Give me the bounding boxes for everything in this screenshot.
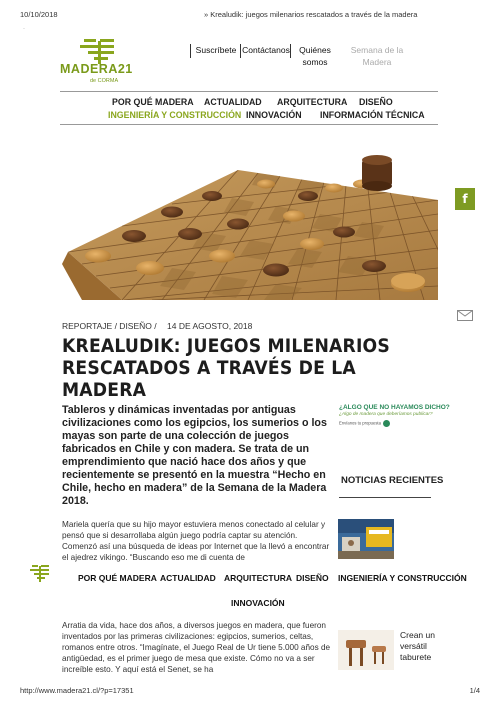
- recent-news-thumbnail[interactable]: [338, 519, 394, 559]
- top-link-divider: [190, 44, 191, 58]
- article-title: KREALUDIK: JUEGOS MILENARIOS RESCATADOS A TRAVÉS DE LA MADERA: [62, 336, 390, 401]
- wooden-board-game-image: [62, 144, 438, 300]
- subscribe-link[interactable]: Suscríbete: [195, 45, 237, 55]
- submit-story-banner[interactable]: [339, 404, 450, 434]
- recent-news-thumbnail[interactable]: [338, 630, 394, 670]
- print-url: http://www.madera21.cl/?p=17351: [20, 686, 134, 695]
- print-header: [20, 10, 480, 22]
- top-link-divider: [290, 44, 291, 58]
- print-mark: ·: [23, 26, 25, 32]
- mail-share-icon[interactable]: [457, 310, 473, 321]
- sticky-nav-design[interactable]: DISEÑO: [296, 573, 329, 583]
- article-hero-image: [62, 144, 438, 300]
- recent-news-title[interactable]: Crean un versátil taburete: [400, 630, 435, 662]
- nav-technical-info[interactable]: INFORMACIÓN TÉCNICA: [320, 110, 425, 120]
- nav-design[interactable]: DISEÑO: [359, 97, 393, 107]
- article-paragraph: Mariela quería que su hijo mayor estuviera menos conectado al celular y pensó que si desarrollaba algún juego podría captar su atención. Comenzó así una búsqueda de ideas por Internet que la llevó a encontrar el ajedrez vikingo. “Buscando eso me di cuenta de: [62, 520, 330, 562]
- article-meta: [62, 321, 252, 331]
- promo-subheading: ¿Algo de madera que deberíamos publicar?: [339, 412, 433, 417]
- sticky-nav-architecture[interactable]: ARQUITECTURA: [224, 573, 292, 583]
- logo-mark-icon[interactable]: [30, 564, 52, 582]
- print-page-title: » Krealudik: juegos milenarios rescatados a través de la madera: [204, 10, 418, 19]
- arrow-circle-icon: [383, 420, 390, 427]
- promo-cta-label: Envíanos tu propuesta: [339, 420, 381, 426]
- contact-link[interactable]: Contáctanos: [242, 45, 290, 55]
- wood-week-link[interactable]: Semana de la Madera: [350, 45, 404, 67]
- article-categories[interactable]: REPORTAJE / DISEÑO /: [62, 321, 157, 331]
- promo-heading: ¿ALGO QUE NO HAYAMOS DICHO?: [339, 404, 450, 411]
- top-link-divider: [240, 44, 241, 58]
- logo-subtitle: de CORMA: [90, 78, 119, 84]
- about-link[interactable]: Quiénes somos: [299, 45, 331, 67]
- recent-news-heading: NOTICIAS RECIENTES: [341, 475, 444, 486]
- nav-architecture[interactable]: ARQUITECTURA: [277, 97, 348, 107]
- sticky-nav-why-wood[interactable]: POR QUÉ MADERA: [78, 573, 157, 583]
- exhibition-photo: [338, 519, 394, 559]
- sticky-navbar: [0, 562, 500, 618]
- nav-news[interactable]: ACTUALIDAD: [204, 97, 262, 107]
- logo-mark-icon: [80, 38, 120, 64]
- nav-divider: [60, 91, 438, 92]
- recent-news-divider: [339, 497, 431, 498]
- site-logo[interactable]: [60, 38, 150, 88]
- article-date: 14 DE AGOSTO, 2018: [167, 321, 253, 331]
- nav-why-wood[interactable]: POR QUÉ MADERA: [112, 97, 194, 107]
- promo-cta: [339, 420, 435, 427]
- print-date: 10/10/2018: [20, 10, 58, 19]
- facebook-share-icon[interactable]: f: [455, 188, 475, 210]
- nav-divider: [60, 124, 438, 125]
- sticky-nav-engineering[interactable]: INGENIERÍA Y CONSTRUCCIÓN: [338, 573, 467, 583]
- nav-innovation[interactable]: INNOVACIÓN: [246, 110, 302, 120]
- print-page-number: 1/4: [469, 686, 480, 695]
- article-lead: Tableros y dinámicas inventadas por antiguas civilizaciones como los egipcios, los sumerios o los mayas son parte de una colección de juegos fabricados en Chile y con madera. Se trata de un emprendimiento que nació hace dos años y que recientemente se presentó en la muestra “Hecho en Chile, hecho en madera” de la Semana de la Madera 2018.: [62, 404, 327, 507]
- logo-name: MADERA21: [60, 62, 133, 76]
- nav-engineering[interactable]: INGENIERÍA Y CONSTRUCCIÓN: [108, 110, 242, 120]
- stool-photo: [338, 630, 394, 670]
- sticky-nav-news[interactable]: ACTUALIDAD: [160, 573, 216, 583]
- sticky-nav-innovation[interactable]: INNOVACIÓN: [231, 598, 285, 608]
- article-paragraph: Arratia da vida, hace dos años, a diversos juegos en madera, que fueron inventados por las primeras civilizaciones: egipcios, sumerios, celtas, romanos entre otros. “Imagínate, el Juego Real de Ur tiene 5.000 años de antigüedad, es el primer juego de mesa que existe. Cómo no va a ser increíble esto. Y aquí está el Senet, se ha: [62, 621, 331, 674]
